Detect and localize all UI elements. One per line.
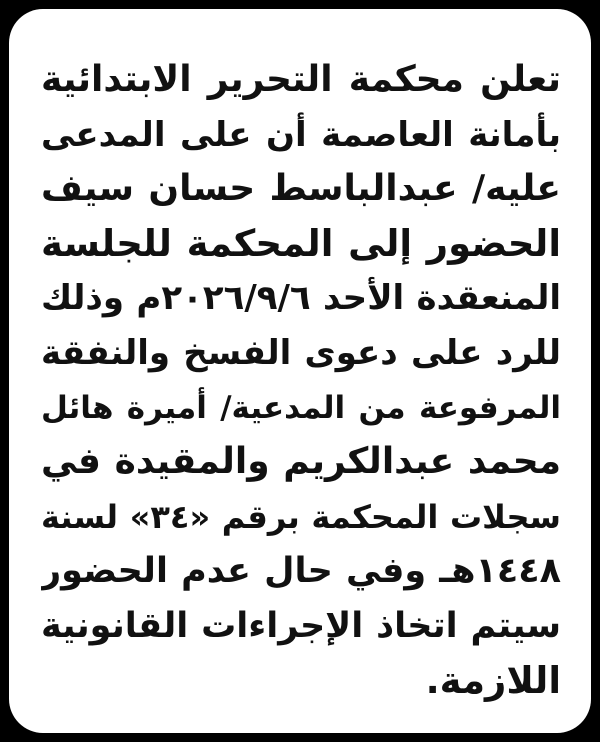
court-notice-text [41,53,561,708]
notice-line: الحضور إلى المحكمة للجلسة [41,221,561,265]
notice-card [9,9,591,733]
notice-line: المنعقدة الأحد ٢٠٢٦/٩/٦م وذلك [41,278,561,319]
notice-line: سجلات المحكمة برقم «٣٤» لسنة [41,497,561,536]
notice-line: بأمانة العاصمة أن على المدعى [41,114,561,155]
notice-line: اللازمة. [425,658,561,702]
notice-line: عليه/ عبدالباسط حسان سيف [41,168,561,210]
notice-line: سيتم اتخاذ الإجراءات القانونية [41,605,561,646]
notice-line: محمد عبدالكريم والمقيدة في [41,441,561,483]
notice-line: للرد على دعوى الفسخ والنفقة [41,332,561,373]
notice-line: تعلن محكمة التحرير الابتدائية [41,59,561,100]
notice-line: ١٤٤٨هـ وفي حال عدم الحضور [41,551,561,592]
notice-line: المرفوعة من المدعية/ أميرة هائل [41,389,561,426]
